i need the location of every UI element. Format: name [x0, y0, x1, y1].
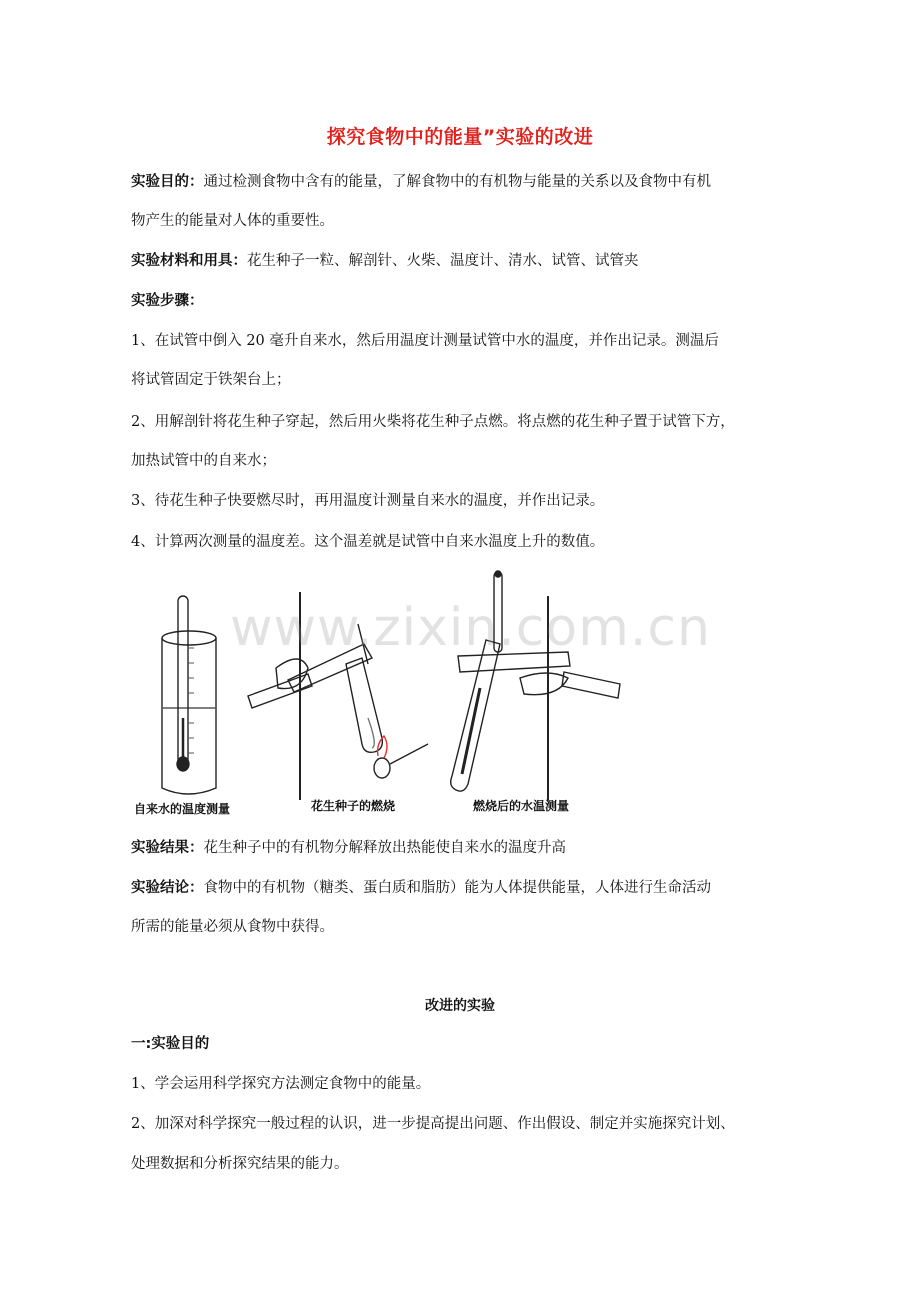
conclusion-text-2: 所需的能量必须从食物中获得。	[131, 919, 334, 935]
materials-line	[131, 251, 801, 271]
cylinder-thermometer-drawing	[162, 596, 216, 794]
improved-line: 处理数据和分析探究结果的能力。	[131, 1156, 349, 1172]
result-text: 花生种子中的有机物分解释放出热能使自来水的温度升高	[203, 840, 566, 856]
step-line: 加热试管中的自来水；	[131, 453, 276, 469]
step-line: 将试管固定于铁架台上；	[131, 372, 291, 388]
step-line: 4、计算两次测量的温度差。这个温差就是试管中自来水温度上升的数值。	[131, 534, 605, 550]
watermark: www.zixin.com.cn	[230, 598, 711, 658]
materials-text: 花生种子一粒、解剖针、火柴、温度计、清水、试管、试管夹	[247, 253, 639, 269]
step-line: 3、待花生种子快要燃尽时，再用温度计测量自来水的温度，并作出记录。	[131, 493, 605, 509]
purpose-label: 实验目的：	[131, 174, 204, 190]
result-label: 实验结果：	[131, 840, 204, 856]
improved-line: 2、加深对科学探究一般过程的认识，进一步提高提出问题、作出假设、制定并实施探究计划、	[131, 1116, 735, 1132]
purpose-line-1	[131, 172, 801, 192]
figure-caption: 花生种子的燃烧	[311, 799, 396, 813]
purpose-text-2: 物产生的能量对人体的重要性。	[131, 213, 334, 229]
steps-label: 实验步骤：	[131, 293, 204, 309]
materials-label: 实验材料和用具：	[131, 253, 247, 269]
improved-heading: 改进的实验	[425, 998, 495, 1014]
conclusion-text-1: 食物中的有机物（糖类、蛋白质和脂肪）能为人体提供能量，人体进行生命活动	[203, 880, 711, 896]
purpose-text-1: 通过检测食物中含有的能量，了解食物中的有机物与能量的关系以及食物中有机	[203, 174, 711, 190]
conclusion-line-1	[131, 878, 801, 898]
improved-line: 1、学会运用科学探究方法测定食物中的能量。	[131, 1076, 431, 1092]
figure-caption: 自来水的温度测量	[134, 802, 231, 816]
conclusion-label: 实验结论：	[131, 880, 204, 896]
figure-caption: 燃烧后的水温测量	[473, 799, 570, 813]
document-title: 探究食物中的能量”实验的改进	[326, 126, 594, 148]
step-line: 2、用解剖针将花生种子穿起，然后用火柴将花生种子点燃。将点燃的花生种子置于试管下方，	[131, 414, 735, 430]
step-line: 1、在试管中倒入 20 毫升自来水，然后用温度计测量试管中水的温度，并作出记录。测温后	[131, 333, 719, 349]
improved-section-1: 一:实验目的	[131, 1036, 210, 1052]
result-line	[131, 838, 801, 858]
